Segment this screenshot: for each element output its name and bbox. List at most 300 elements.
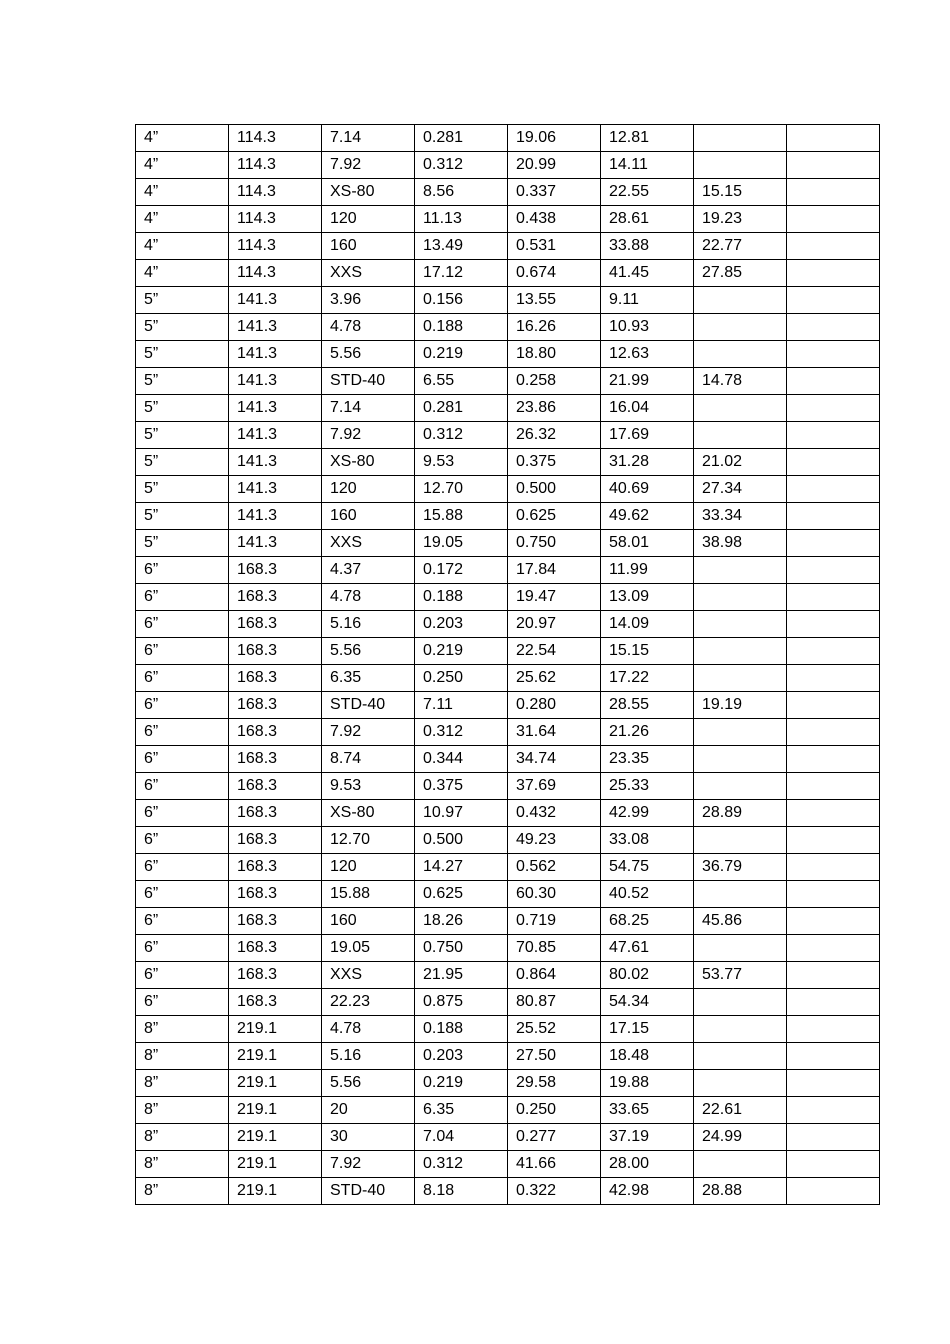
table-cell: 141.3 <box>229 449 322 476</box>
table-cell: 40.52 <box>601 881 694 908</box>
table-cell: 4” <box>136 152 229 179</box>
table-cell: 6” <box>136 719 229 746</box>
pipe-dimension-table <box>135 124 880 1205</box>
table-cell: STD-40 <box>322 1178 415 1205</box>
table-cell: 114.3 <box>229 152 322 179</box>
table-row <box>136 935 880 962</box>
table-cell: 168.3 <box>229 800 322 827</box>
table-cell: 15.88 <box>322 881 415 908</box>
table-cell: 6” <box>136 665 229 692</box>
table-cell <box>787 773 880 800</box>
table-row <box>136 854 880 881</box>
table-cell: 8” <box>136 1043 229 1070</box>
table-row <box>136 773 880 800</box>
table-cell: 219.1 <box>229 1151 322 1178</box>
table-cell: 17.15 <box>601 1016 694 1043</box>
table-cell: 6” <box>136 854 229 881</box>
table-cell: 27.50 <box>508 1043 601 1070</box>
table-cell <box>694 665 787 692</box>
table-cell: 0.280 <box>508 692 601 719</box>
table-cell <box>694 746 787 773</box>
table-cell: 22.55 <box>601 179 694 206</box>
table-cell: 5” <box>136 449 229 476</box>
table-row <box>136 1070 880 1097</box>
table-cell: 0.281 <box>415 395 508 422</box>
table-cell: 28.88 <box>694 1178 787 1205</box>
table-cell: 5” <box>136 422 229 449</box>
table-row <box>136 962 880 989</box>
table-cell: 5” <box>136 314 229 341</box>
table-cell: 18.48 <box>601 1043 694 1070</box>
table-cell: 0.674 <box>508 260 601 287</box>
table-cell: 141.3 <box>229 503 322 530</box>
table-cell <box>787 503 880 530</box>
table-cell: 168.3 <box>229 854 322 881</box>
table-cell: 41.66 <box>508 1151 601 1178</box>
table-cell: 141.3 <box>229 476 322 503</box>
table-cell <box>694 422 787 449</box>
table-cell <box>787 422 880 449</box>
table-cell: 14.11 <box>601 152 694 179</box>
table-cell: 168.3 <box>229 584 322 611</box>
table-cell: 9.11 <box>601 287 694 314</box>
table-cell: 13.55 <box>508 287 601 314</box>
table-cell <box>694 827 787 854</box>
table-cell: 17.12 <box>415 260 508 287</box>
table-row <box>136 1016 880 1043</box>
table-cell: 9.53 <box>415 449 508 476</box>
table-cell: 7.14 <box>322 125 415 152</box>
table-cell: 120 <box>322 206 415 233</box>
table-cell: 29.58 <box>508 1070 601 1097</box>
table-cell: 5.56 <box>322 638 415 665</box>
table-cell: 0.258 <box>508 368 601 395</box>
table-cell: 0.219 <box>415 1070 508 1097</box>
table-cell: 141.3 <box>229 530 322 557</box>
table-cell: 22.77 <box>694 233 787 260</box>
table-row <box>136 179 880 206</box>
table-cell: 31.64 <box>508 719 601 746</box>
table-cell <box>787 611 880 638</box>
table-row <box>136 152 880 179</box>
table-cell: 17.22 <box>601 665 694 692</box>
table-cell: 27.34 <box>694 476 787 503</box>
table-cell: 70.85 <box>508 935 601 962</box>
table-cell: 0.203 <box>415 611 508 638</box>
table-cell: 80.02 <box>601 962 694 989</box>
table-cell: 30 <box>322 1124 415 1151</box>
table-cell: 5.56 <box>322 341 415 368</box>
table-cell: 168.3 <box>229 881 322 908</box>
table-cell <box>694 584 787 611</box>
table-cell: 19.47 <box>508 584 601 611</box>
table-cell: 4” <box>136 179 229 206</box>
table-cell: 18.26 <box>415 908 508 935</box>
table-cell: 25.52 <box>508 1016 601 1043</box>
table-cell: 37.19 <box>601 1124 694 1151</box>
table-cell <box>694 1070 787 1097</box>
table-cell <box>694 773 787 800</box>
table-cell: 5.56 <box>322 1070 415 1097</box>
table-cell: 28.89 <box>694 800 787 827</box>
table-cell: 114.3 <box>229 125 322 152</box>
table-cell: 12.70 <box>415 476 508 503</box>
table-cell: 22.54 <box>508 638 601 665</box>
table-cell: 0.719 <box>508 908 601 935</box>
table-cell: 68.25 <box>601 908 694 935</box>
table-cell: 10.93 <box>601 314 694 341</box>
table-cell: 0.156 <box>415 287 508 314</box>
table-cell: 8.18 <box>415 1178 508 1205</box>
table-cell: 37.69 <box>508 773 601 800</box>
table-cell: 8” <box>136 1016 229 1043</box>
table-cell: XXS <box>322 962 415 989</box>
table-cell: 16.04 <box>601 395 694 422</box>
table-cell <box>787 530 880 557</box>
table-cell: 6” <box>136 800 229 827</box>
table-cell: 141.3 <box>229 314 322 341</box>
table-cell: 168.3 <box>229 935 322 962</box>
table-cell: 6” <box>136 773 229 800</box>
table-cell: 0.188 <box>415 1016 508 1043</box>
table-cell: 21.02 <box>694 449 787 476</box>
table-cell: 20.99 <box>508 152 601 179</box>
table-row <box>136 1097 880 1124</box>
table-cell <box>787 908 880 935</box>
table-cell: 0.277 <box>508 1124 601 1151</box>
table-row <box>136 665 880 692</box>
table-cell: 168.3 <box>229 746 322 773</box>
table-cell: 49.62 <box>601 503 694 530</box>
table-cell: 0.337 <box>508 179 601 206</box>
table-cell: 33.88 <box>601 233 694 260</box>
table-cell <box>787 746 880 773</box>
table-cell: 7.14 <box>322 395 415 422</box>
table-cell: 8” <box>136 1178 229 1205</box>
table-cell: 45.86 <box>694 908 787 935</box>
table-cell: 28.00 <box>601 1151 694 1178</box>
table-cell: XXS <box>322 260 415 287</box>
table-cell: 33.08 <box>601 827 694 854</box>
table-cell: 168.3 <box>229 989 322 1016</box>
table-cell: 168.3 <box>229 908 322 935</box>
table-cell <box>787 152 880 179</box>
table-cell: 141.3 <box>229 341 322 368</box>
table-cell: 6” <box>136 935 229 962</box>
table-cell: 168.3 <box>229 638 322 665</box>
table-cell: 58.01 <box>601 530 694 557</box>
table-cell: 47.61 <box>601 935 694 962</box>
table-cell: 18.80 <box>508 341 601 368</box>
table-cell: 14.78 <box>694 368 787 395</box>
table-row <box>136 503 880 530</box>
table-row <box>136 287 880 314</box>
table-cell: 0.500 <box>415 827 508 854</box>
table-cell: 7.92 <box>322 719 415 746</box>
table-cell: 14.27 <box>415 854 508 881</box>
table-cell: 168.3 <box>229 557 322 584</box>
table-cell: 0.312 <box>415 719 508 746</box>
table-cell: 25.62 <box>508 665 601 692</box>
table-cell: XS-80 <box>322 179 415 206</box>
table-cell <box>787 125 880 152</box>
table-cell <box>787 584 880 611</box>
table-cell: 6.55 <box>415 368 508 395</box>
table-cell: 8” <box>136 1151 229 1178</box>
table-cell <box>787 1070 880 1097</box>
table-cell: 5” <box>136 395 229 422</box>
table-cell: 53.77 <box>694 962 787 989</box>
table-cell: 22.61 <box>694 1097 787 1124</box>
table-cell <box>787 962 880 989</box>
table-cell: 6” <box>136 989 229 1016</box>
table-cell: 8” <box>136 1070 229 1097</box>
table-row <box>136 395 880 422</box>
table-cell: 15.15 <box>601 638 694 665</box>
table-cell: 4.37 <box>322 557 415 584</box>
table-cell: 6” <box>136 638 229 665</box>
table-cell: 0.875 <box>415 989 508 1016</box>
table-row <box>136 125 880 152</box>
table-row <box>136 449 880 476</box>
table-cell: 5” <box>136 476 229 503</box>
table-cell: 6.35 <box>322 665 415 692</box>
table-cell <box>787 287 880 314</box>
table-cell <box>787 233 880 260</box>
table-cell <box>787 854 880 881</box>
table-cell: 80.87 <box>508 989 601 1016</box>
table-cell: 0.172 <box>415 557 508 584</box>
table-cell: 49.23 <box>508 827 601 854</box>
table-cell: 0.219 <box>415 638 508 665</box>
table-cell: 23.35 <box>601 746 694 773</box>
table-cell: 23.86 <box>508 395 601 422</box>
table-cell: 160 <box>322 503 415 530</box>
table-cell <box>787 1043 880 1070</box>
table-cell: 9.53 <box>322 773 415 800</box>
table-cell: 11.13 <box>415 206 508 233</box>
table-row <box>136 827 880 854</box>
table-row <box>136 1043 880 1070</box>
table-cell: 20.97 <box>508 611 601 638</box>
table-cell <box>694 1016 787 1043</box>
table-cell: 41.45 <box>601 260 694 287</box>
table-cell: 14.09 <box>601 611 694 638</box>
table-cell: 219.1 <box>229 1016 322 1043</box>
table-row <box>136 638 880 665</box>
table-cell <box>787 719 880 746</box>
table-cell: 0.375 <box>415 773 508 800</box>
table-cell: 21.99 <box>601 368 694 395</box>
table-cell: 7.92 <box>322 1151 415 1178</box>
table-cell: 11.99 <box>601 557 694 584</box>
table-cell: 7.04 <box>415 1124 508 1151</box>
table-cell: 0.188 <box>415 584 508 611</box>
table-cell: 114.3 <box>229 179 322 206</box>
table-row <box>136 530 880 557</box>
table-cell: 219.1 <box>229 1178 322 1205</box>
table-row <box>136 746 880 773</box>
table-cell <box>787 800 880 827</box>
table-cell: 141.3 <box>229 422 322 449</box>
table-cell: 26.32 <box>508 422 601 449</box>
table-cell: 8” <box>136 1097 229 1124</box>
table-cell: 21.26 <box>601 719 694 746</box>
table-cell: 168.3 <box>229 773 322 800</box>
table-cell: 0.312 <box>415 1151 508 1178</box>
table-row <box>136 341 880 368</box>
table-row <box>136 584 880 611</box>
table-cell: 0.625 <box>415 881 508 908</box>
table-cell: 12.63 <box>601 341 694 368</box>
table-cell: 168.3 <box>229 827 322 854</box>
table-cell: 168.3 <box>229 962 322 989</box>
table-cell: 7.92 <box>322 422 415 449</box>
table-cell: 0.312 <box>415 152 508 179</box>
table-cell: 15.88 <box>415 503 508 530</box>
table-cell <box>787 1178 880 1205</box>
table-cell <box>787 827 880 854</box>
table-cell: 17.69 <box>601 422 694 449</box>
table-cell: 168.3 <box>229 692 322 719</box>
table-cell: 15.15 <box>694 179 787 206</box>
table-cell: 6” <box>136 692 229 719</box>
table-row <box>136 476 880 503</box>
table-cell: 0.531 <box>508 233 601 260</box>
table-cell: 0.219 <box>415 341 508 368</box>
table-cell: 0.625 <box>508 503 601 530</box>
table-cell: 24.99 <box>694 1124 787 1151</box>
table-cell: 42.98 <box>601 1178 694 1205</box>
table-cell: 54.34 <box>601 989 694 1016</box>
table-cell: 219.1 <box>229 1043 322 1070</box>
table-cell: 27.85 <box>694 260 787 287</box>
table-cell <box>787 1124 880 1151</box>
table-cell: 0.281 <box>415 125 508 152</box>
table-cell: 0.188 <box>415 314 508 341</box>
table-cell: XS-80 <box>322 800 415 827</box>
table-cell <box>787 395 880 422</box>
table-cell <box>694 125 787 152</box>
table-cell: 160 <box>322 908 415 935</box>
table-cell <box>787 449 880 476</box>
table-cell <box>787 1097 880 1124</box>
table-cell <box>787 665 880 692</box>
table-cell: 141.3 <box>229 287 322 314</box>
table-row <box>136 719 880 746</box>
table-cell <box>787 260 880 287</box>
table-cell: 114.3 <box>229 260 322 287</box>
table-cell <box>787 692 880 719</box>
table-cell: 19.06 <box>508 125 601 152</box>
table-cell <box>787 368 880 395</box>
table-cell: 4” <box>136 233 229 260</box>
table-cell: 6” <box>136 611 229 638</box>
table-cell: 219.1 <box>229 1070 322 1097</box>
table-row <box>136 233 880 260</box>
table-cell: 19.19 <box>694 692 787 719</box>
table-cell: 160 <box>322 233 415 260</box>
table-cell <box>787 1151 880 1178</box>
table-cell: 0.500 <box>508 476 601 503</box>
table-row <box>136 206 880 233</box>
table-cell <box>787 206 880 233</box>
table-cell: 25.33 <box>601 773 694 800</box>
table-cell: 6” <box>136 746 229 773</box>
table-cell <box>694 314 787 341</box>
table-cell: 0.250 <box>415 665 508 692</box>
table-row <box>136 611 880 638</box>
table-cell: 6” <box>136 881 229 908</box>
table-cell: 8” <box>136 1124 229 1151</box>
table-cell: 7.92 <box>322 152 415 179</box>
table-cell: 4” <box>136 206 229 233</box>
table-cell: 114.3 <box>229 206 322 233</box>
table-cell: 3.96 <box>322 287 415 314</box>
table-cell: 16.26 <box>508 314 601 341</box>
table-cell: 33.65 <box>601 1097 694 1124</box>
table-cell: 0.562 <box>508 854 601 881</box>
table-cell: 19.88 <box>601 1070 694 1097</box>
table-row <box>136 800 880 827</box>
table-cell: 0.432 <box>508 800 601 827</box>
table-cell <box>787 341 880 368</box>
table-cell: 36.79 <box>694 854 787 881</box>
table-cell: 6” <box>136 584 229 611</box>
table-cell <box>787 314 880 341</box>
table-cell <box>787 935 880 962</box>
table-cell: 168.3 <box>229 665 322 692</box>
table-cell: 0.344 <box>415 746 508 773</box>
table-row <box>136 692 880 719</box>
table-cell: 19.05 <box>322 935 415 962</box>
table-cell: 141.3 <box>229 368 322 395</box>
table-row <box>136 368 880 395</box>
table-cell: 42.99 <box>601 800 694 827</box>
table-body <box>136 125 880 1205</box>
table-cell: 8.56 <box>415 179 508 206</box>
table-cell: STD-40 <box>322 368 415 395</box>
table-cell: 8.74 <box>322 746 415 773</box>
table-cell: 60.30 <box>508 881 601 908</box>
table-row <box>136 422 880 449</box>
table-row <box>136 908 880 935</box>
table-cell: 5.16 <box>322 611 415 638</box>
table-cell <box>694 611 787 638</box>
table-cell: STD-40 <box>322 692 415 719</box>
table-cell: 120 <box>322 854 415 881</box>
table-row <box>136 557 880 584</box>
table-cell: XXS <box>322 530 415 557</box>
table-cell: 0.864 <box>508 962 601 989</box>
table-cell: 114.3 <box>229 233 322 260</box>
table-cell: 40.69 <box>601 476 694 503</box>
table-cell <box>787 638 880 665</box>
table-cell: 0.750 <box>415 935 508 962</box>
table-cell: 0.322 <box>508 1178 601 1205</box>
table-cell: 120 <box>322 476 415 503</box>
table-cell <box>694 719 787 746</box>
table-cell: 31.28 <box>601 449 694 476</box>
table-cell <box>787 557 880 584</box>
table-cell <box>694 287 787 314</box>
table-cell: 219.1 <box>229 1124 322 1151</box>
table-cell: 19.23 <box>694 206 787 233</box>
table-cell: 13.09 <box>601 584 694 611</box>
table-cell: 6” <box>136 962 229 989</box>
table-cell: 5” <box>136 341 229 368</box>
table-cell: 4” <box>136 260 229 287</box>
